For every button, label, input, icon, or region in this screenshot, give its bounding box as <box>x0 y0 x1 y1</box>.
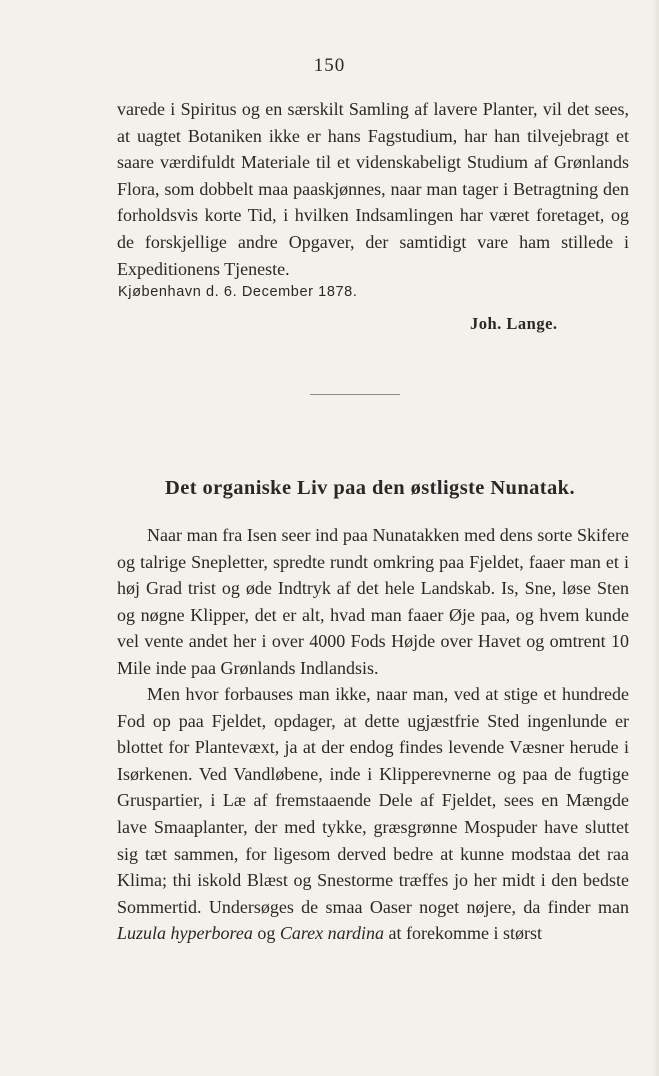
section-body <box>117 522 629 947</box>
body-paragraph-2-connector: og <box>257 923 276 944</box>
species-name-luzula: Luzula hyperborea <box>117 923 253 944</box>
page-number: 150 <box>313 55 346 76</box>
species-name-carex: Carex nardina <box>279 923 384 944</box>
place-date: Kjøbenhavn d. 6. December 1878. <box>118 284 358 300</box>
intro-paragraph-text: varede i Spiritus og en særskilt Samling af lavere Planter, vil det sees, at uagtet Botaniken ikke er hans Fagstudium, har han tilvejebragt et saare værdifuldt Materiale til et videnskabeligt Studium af Grønlands Flora, som dobbelt maa paaskjønnes, naar man tager i Betragtning den forholdsvis korte Tid, i hvilken Indsamlingen har været foretaget, og de forskjellige andre Opgaver, der samtidigt vare ham stillede i Expeditionens Tjeneste. <box>117 99 629 279</box>
section-divider <box>310 394 400 395</box>
body-paragraph-2-ending: at forekomme i størst <box>388 923 542 944</box>
body-paragraph-1: Naar man fra Isen seer ind paa Nunatakken med dens sorte Skifere og talrige Snepletter, spredte rundt omkring paa Fjeldet, faaer man et i høj Grad trist og øde Indtryk af det hele Landskab. Is, Sne, løse Sten og nøgne Klipper, det er alt, hvad man faaer Øje paa, og hvem kunde vel vente andet her i over 4000 Fods Højde over Havet og omtrent 10 Mile inde paa Grønlands Indlandsis. <box>117 525 629 678</box>
signature: Joh. Lange. <box>470 314 558 333</box>
body-paragraph-2 <box>117 681 629 946</box>
page-edge-shadow <box>653 0 659 1076</box>
section-heading: Det organiske Liv paa den østligste Nunatak. <box>165 477 575 499</box>
intro-paragraph <box>117 96 629 282</box>
body-paragraph-2-text: Men hvor forbauses man ikke, naar man, ved at stige et hundrede Fod op paa Fjeldet, opdager, at dette ugjæstfrie Sted ingenlunde er blottet for Plantevæxt, ja at der endog findes levende Væsner herude i Isørkenen. Ved Vandløbene, inde i Klipperevnerne og paa de fugtige Gruspartier, i Læ af fremstaaende Dele af Fjeldet, sees en Mængde lave Smaaplanter, der med tykke, græsgrønne Mospuder have sluttet sig tæt sammen, for ligesom derved bedre at kunne modstaa det raa Klima; thi iskold Blæst og Snestorme træffes jo her midt i den bedste Sommertid. Undersøges de smaa Oaser noget nøjere, da finder man <box>117 684 629 917</box>
